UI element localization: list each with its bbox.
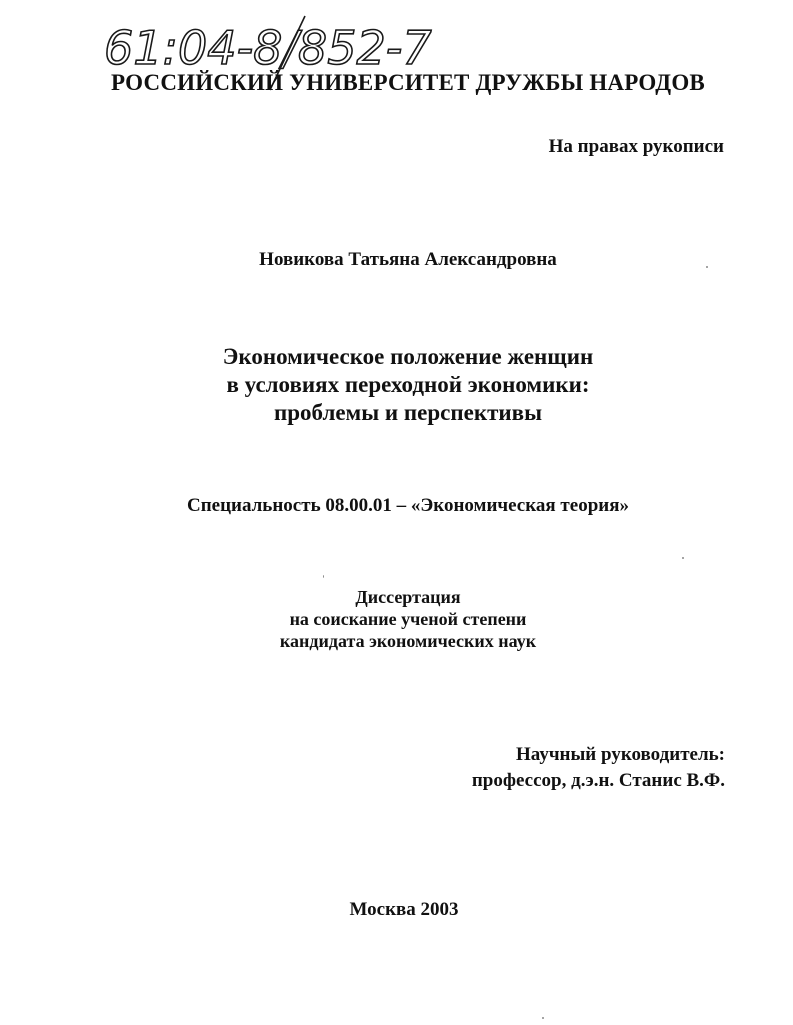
title-line: в условиях переходной экономики: — [226, 372, 590, 397]
city-year: Москва 2003 — [349, 899, 459, 920]
degree-statement — [0, 586, 793, 652]
manuscript-rights-note: На правах рукописи — [548, 136, 724, 157]
author-name: Новикова Татьяна Александровна — [259, 249, 557, 270]
university-name: РОССИЙСКИЙ УНИВЕРСИТЕТ ДРУЖБЫ НАРОДОВ — [111, 70, 705, 95]
dissertation-title — [0, 343, 793, 427]
degree-line: на соискание ученой степени — [289, 609, 527, 629]
scan-speck — [706, 266, 708, 268]
advisor-label: Научный руководитель: — [516, 744, 725, 765]
degree-line: Диссертация — [355, 587, 461, 607]
specialty-line: Специальность 08.00.01 – «Экономическая теория» — [186, 495, 629, 516]
title-line: проблемы и перспективы — [273, 400, 543, 425]
title-line: Экономическое положение женщин — [222, 344, 594, 369]
degree-line: кандидата экономических наук — [279, 631, 537, 651]
scientific-advisor — [472, 742, 725, 794]
scan-speck — [682, 557, 684, 559]
scan-speck — [542, 1017, 544, 1019]
handwritten-archive-code-text: 61:04-8/852-7 — [104, 21, 432, 75]
scan-speck — [323, 575, 324, 578]
advisor-name: профессор, д.э.н. Станис В.Ф. — [471, 770, 725, 791]
